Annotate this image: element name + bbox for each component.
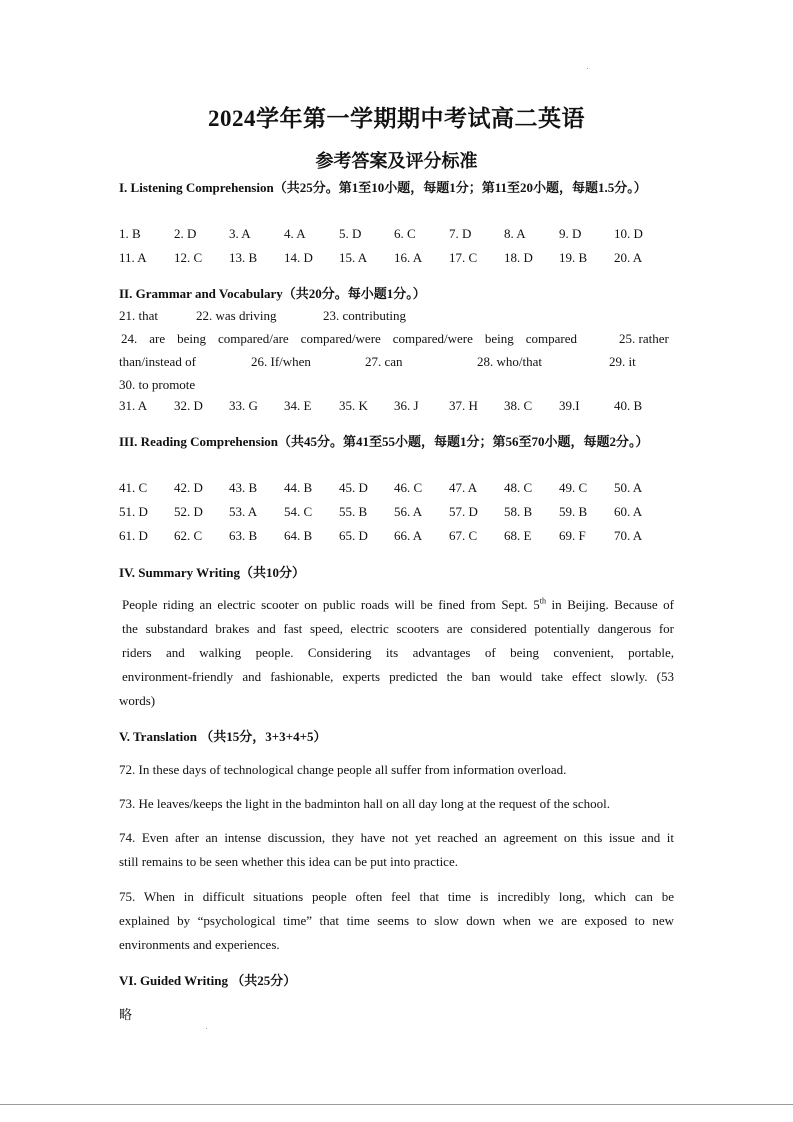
answer-item: 17. C — [449, 250, 478, 265]
answer-item: 60. A — [614, 504, 643, 519]
answer-item: 35. K — [339, 398, 368, 413]
answer-item: 1. B — [119, 226, 141, 241]
answer-29: 29. it — [609, 354, 636, 369]
answer-item: 50. A — [614, 480, 643, 495]
answer-item: 64. B — [284, 528, 313, 543]
answer-item: 43. B — [229, 480, 258, 495]
answer-item: 54. C — [284, 504, 313, 519]
answer-24: 24. are being compared/are compared/were compared/were being compared — [121, 331, 577, 346]
answer-item: 68. E — [504, 528, 532, 543]
summary-line-2: the substandard brakes and fast speed, electric scooters are considered potentially dangerous for — [122, 621, 674, 636]
answer-item: 10. D — [614, 226, 643, 241]
answer-item: 20. A — [614, 250, 643, 265]
answer-28: 28. who/that — [477, 354, 542, 369]
answer-26: 26. If/when — [251, 354, 311, 369]
answer-item: 19. B — [559, 250, 588, 265]
answers-21-23 — [119, 304, 674, 327]
section-3-heading: III. Reading Comprehension（共45分。第41至55小题，每题1分；第56至70小题，每题2分。） — [119, 434, 649, 449]
answer-item: 13. B — [229, 250, 258, 265]
scan-speck — [206, 1028, 207, 1029]
summary-paragraph — [119, 593, 674, 713]
answers-25-29 — [119, 350, 674, 373]
answer-item: 49. C — [559, 480, 588, 495]
answer-item: 38. C — [504, 398, 533, 413]
answer-23: 23. contributing — [323, 308, 407, 323]
answer-item: 67. C — [449, 528, 478, 543]
answer-item: 65. D — [339, 528, 368, 543]
translation-74-line-1: 74. Even after an intense discussion, they have not yet reached an agreement on this issue and it — [119, 830, 674, 845]
translation-74-line-2: still remains to be seen whether this idea can be put into practice. — [119, 854, 458, 869]
answer-item: 69. F — [559, 528, 586, 543]
section-3-answers — [119, 476, 674, 548]
section-4-heading: IV. Summary Writing（共10分） — [119, 565, 305, 580]
translation-73: 73. He leaves/keeps the light in the badminton hall on all day long at the request of the school. — [119, 796, 610, 811]
answer-30: 30. to promote — [119, 377, 196, 392]
footer-rule — [0, 1104, 793, 1105]
answer-item: 41. C — [119, 480, 148, 495]
answer-item: 56. A — [394, 504, 423, 519]
answer-item: 6. C — [394, 226, 416, 241]
answer-item: 37. H — [449, 398, 478, 413]
answer-item: 51. D — [119, 504, 148, 519]
answer-item: 7. D — [449, 226, 472, 241]
translation-74 — [119, 826, 674, 874]
answer-item: 2. D — [174, 226, 197, 241]
summary-line-1: People riding an electric scooter on public roads will be fined from Sept. 5th in Beijing. Because of — [122, 596, 674, 612]
answer-item: 18. D — [504, 250, 533, 265]
answer-item: 47. A — [449, 480, 478, 495]
answer-25-start: 25. rather — [619, 331, 669, 346]
translation-75-line-3: environments and experiences. — [119, 937, 280, 952]
answer-item: 46. C — [394, 480, 423, 495]
answer-item: 62. C — [174, 528, 203, 543]
answer-item: 48. C — [504, 480, 533, 495]
answer-item: 40. B — [614, 398, 643, 413]
answer-item: 36. J — [394, 398, 419, 413]
answer-item: 58. B — [504, 504, 533, 519]
answer-item: 44. B — [284, 480, 313, 495]
answer-item: 52. D — [174, 504, 203, 519]
section-2-answers-31-40 — [119, 394, 674, 418]
answer-item: 15. A — [339, 250, 368, 265]
summary-line-3: riders and walking people. Considering its advantages of being convenient, portable, — [122, 645, 674, 660]
translation-75-line-2: explained by “psychological time” that time seems to slow down when we are exposed to new — [119, 913, 674, 928]
section-1-heading: I. Listening Comprehension（共25分。第1至10小题，每题1分；第11至20小题，每题1.5分。） — [119, 180, 647, 195]
translation-75-line-1: 75. When in difficult situations people often feel that time is incredibly long, which can be — [119, 889, 674, 904]
section-1-answers — [119, 222, 674, 270]
answer-item: 34. E — [284, 398, 312, 413]
answer-item: 61. D — [119, 528, 148, 543]
answer-item: 5. D — [339, 226, 362, 241]
section-6-heading: VI. Guided Writing （共25分） — [119, 973, 297, 988]
translation-72: 72. In these days of technological change people all suffer from information overload. — [119, 762, 567, 777]
answer-item: 45. D — [339, 480, 368, 495]
answer-item: 39.I — [559, 398, 580, 413]
scan-speck — [587, 68, 588, 69]
answers-24-25 — [119, 327, 674, 350]
page-subtitle: 参考答案及评分标准 — [315, 151, 478, 171]
answer-item: 16. A — [394, 250, 423, 265]
answer-27: 27. can — [365, 354, 403, 369]
summary-line-4: environment-friendly and fashionable, experts predicted the ban would take effect slowly. (53 — [122, 669, 674, 684]
answer-item: 31. A — [119, 398, 148, 413]
answer-item: 42. D — [174, 480, 203, 495]
answer-item: 11. A — [119, 250, 147, 265]
answer-item: 8. A — [504, 226, 526, 241]
answer-item: 66. A — [394, 528, 423, 543]
answer-item: 70. A — [614, 528, 643, 543]
answer-22: 22. was driving — [196, 308, 277, 323]
answer-item: 55. B — [339, 504, 368, 519]
answer-item: 53. A — [229, 504, 258, 519]
translation-75 — [119, 885, 674, 957]
section-5-heading: V. Translation （共15分，3+3+4+5） — [119, 729, 327, 744]
answer-item: 12. C — [174, 250, 203, 265]
section-2-heading: II. Grammar and Vocabulary（共20分。每小题1分。） — [119, 286, 426, 301]
guided-writing-answer: 略 — [119, 1007, 133, 1022]
answer-item: 3. A — [229, 226, 251, 241]
answer-item: 59. B — [559, 504, 588, 519]
answer-item: 63. B — [229, 528, 258, 543]
page-title: 2024学年第一学期期中考试高二英语 — [208, 106, 585, 131]
answer-item: 4. A — [284, 226, 306, 241]
answer-item: 57. D — [449, 504, 478, 519]
answer-item: 33. G — [229, 398, 258, 413]
summary-line-5: words) — [119, 693, 156, 708]
answer-item: 32. D — [174, 398, 203, 413]
answer-21: 21. that — [119, 308, 158, 323]
answer-item: 14. D — [284, 250, 313, 265]
answer-25-end: than/instead of — [119, 354, 196, 369]
answer-item: 9. D — [559, 226, 582, 241]
